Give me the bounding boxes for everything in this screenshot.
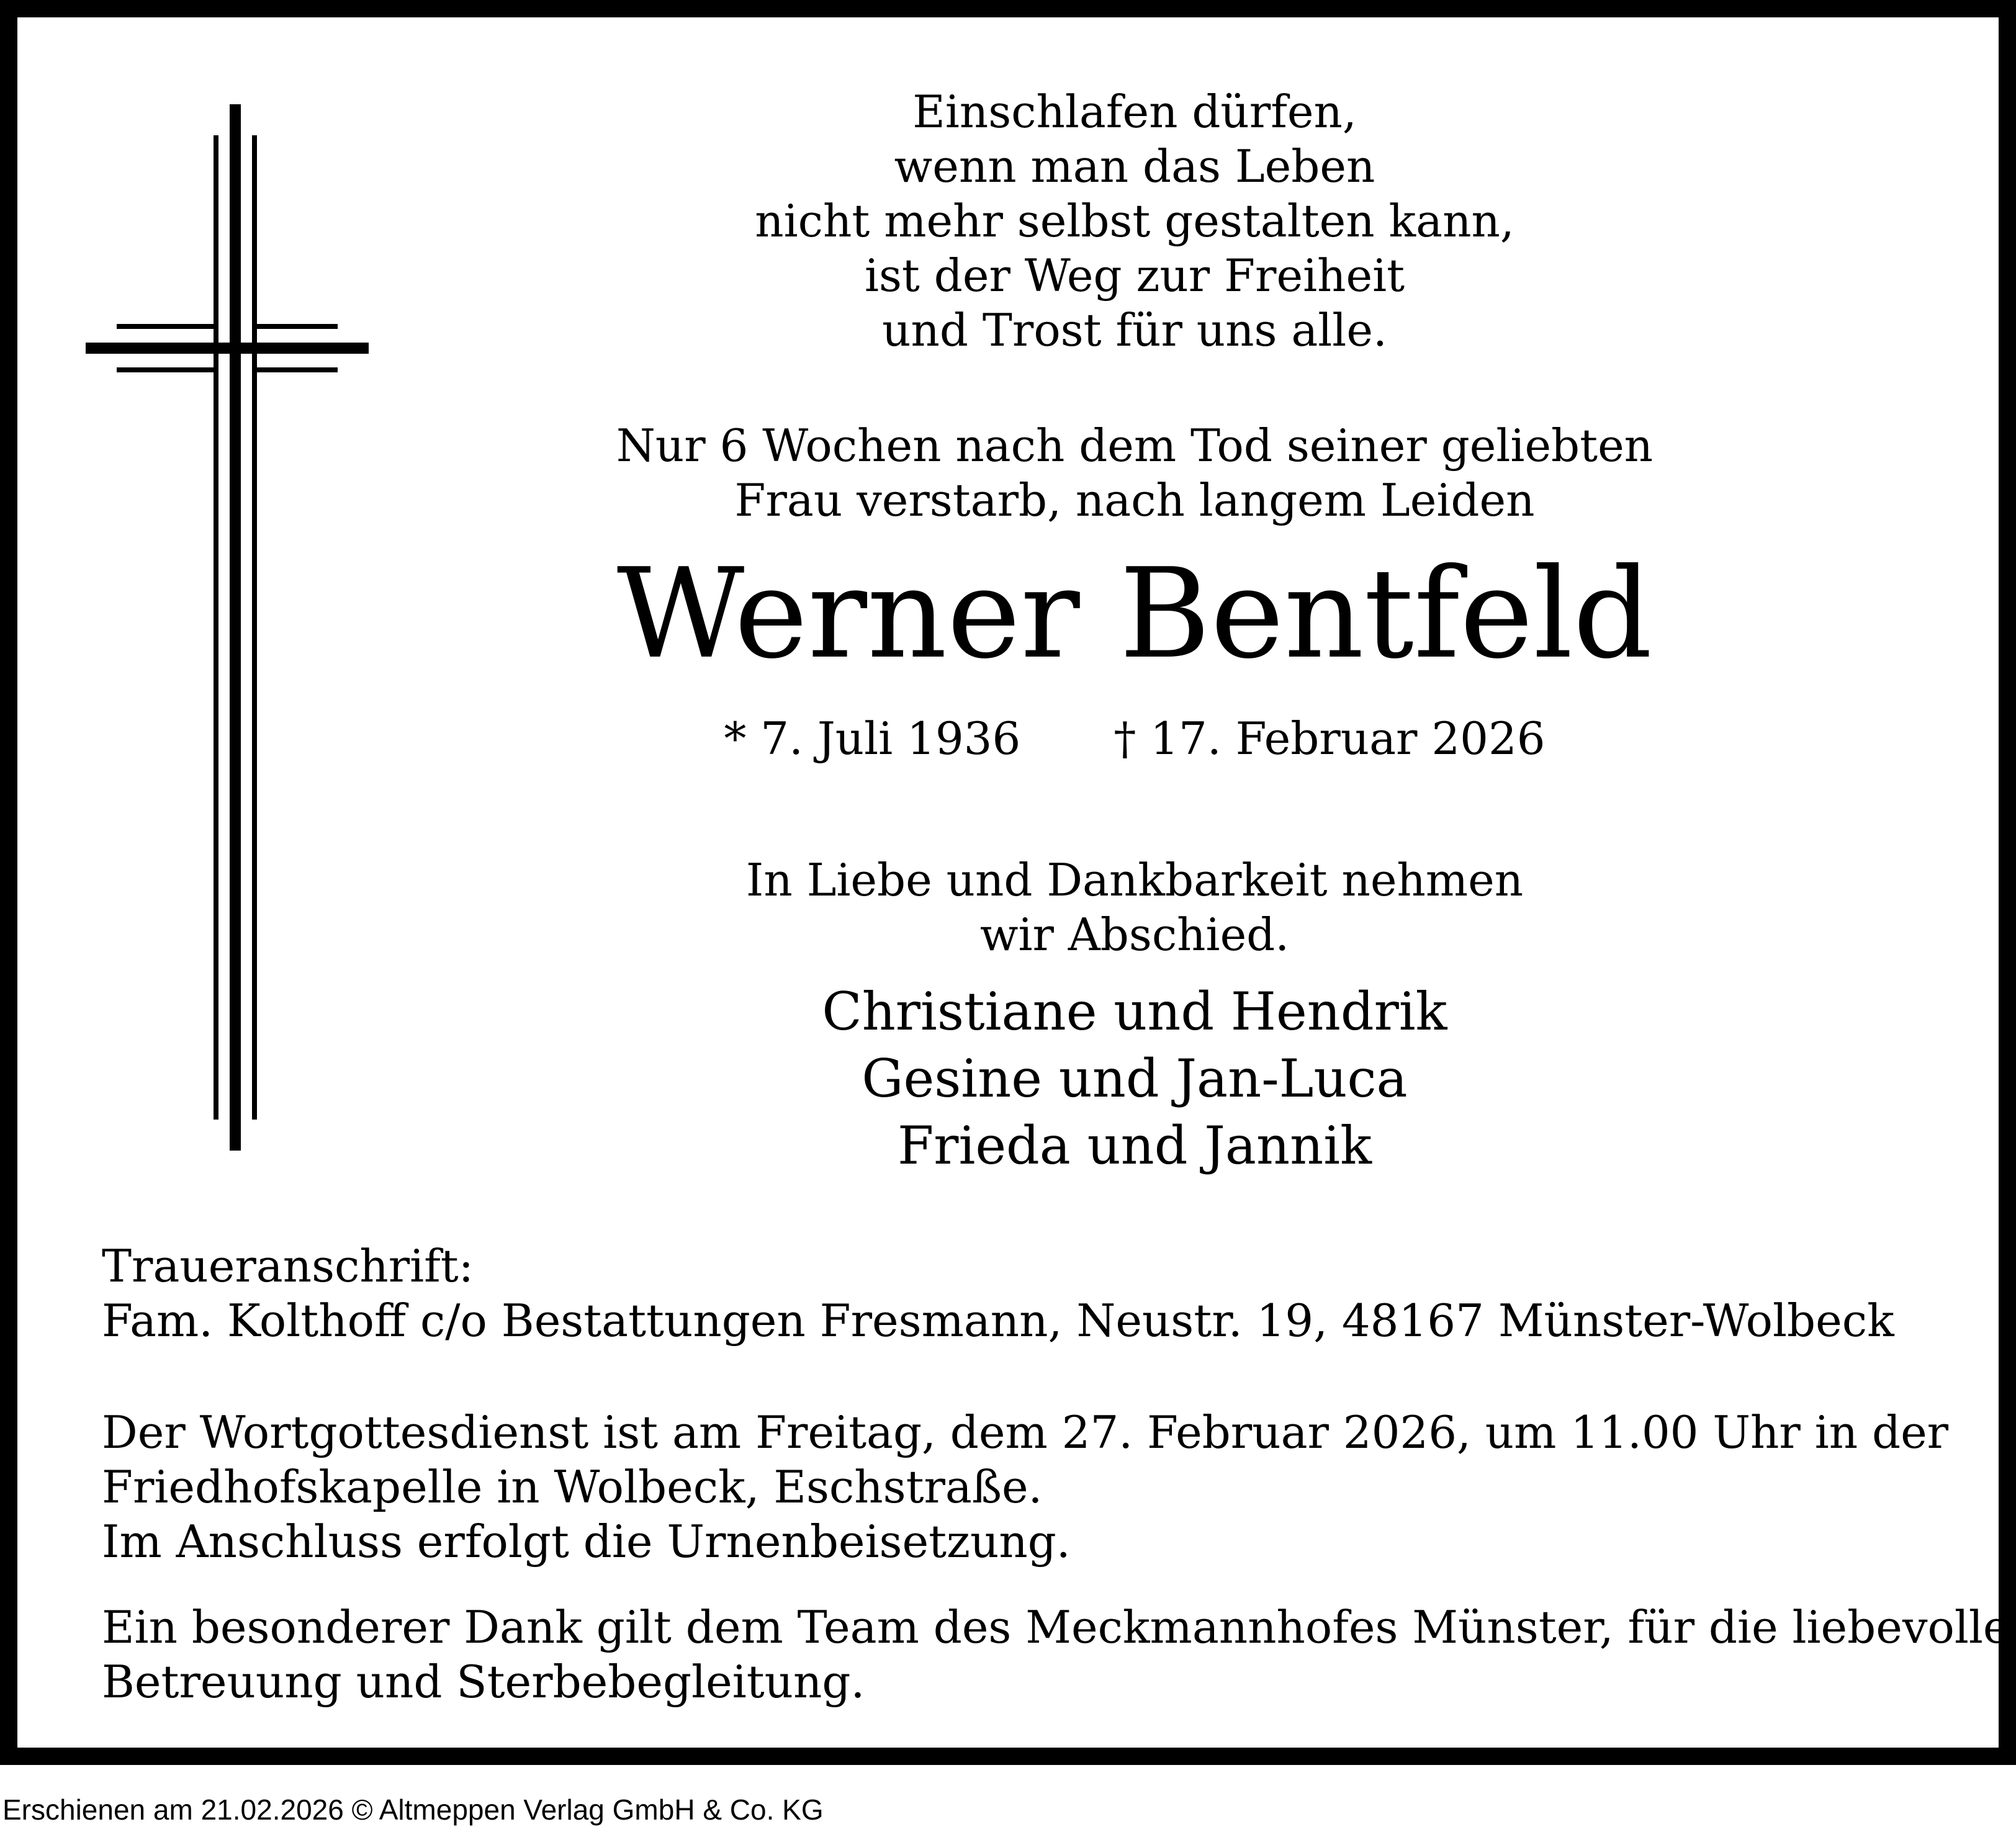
farewell-text [514, 853, 1755, 962]
mourners-list [514, 978, 1755, 1179]
service-info [102, 1405, 1964, 1569]
verse-line: ist der Weg zur Freiheit [864, 249, 1405, 302]
intro-line: Nur 6 Wochen nach dem Tod seiner geliebten [616, 420, 1654, 472]
mourning-address [102, 1239, 1964, 1348]
verse-line: und Trost für uns alle. [882, 304, 1387, 356]
cross-icon [17, 17, 390, 1197]
address-line: Fam. Kolthoff c/o Bestattungen Fresmann, Neustr. 19, 48167 Münster-Wolbeck [102, 1295, 1894, 1347]
thanks-line: Betreuung und Sterbebegleitung. [102, 1656, 865, 1708]
thanks-line: Ein besonderer Dank gilt dem Team des Meckmannhofes Münster, für die liebevolle [102, 1601, 2010, 1653]
service-line: Im Anschluss erfolgt die Urnenbeisetzung. [102, 1515, 1071, 1568]
verse [576, 84, 1693, 357]
birth-date: * 7. Juli 1936 [724, 712, 1021, 765]
verse-line: wenn man das Leben [894, 140, 1375, 192]
intro-line: Frau verstarb, nach langem Leiden [734, 474, 1535, 526]
verse-line: nicht mehr selbst gestalten kann, [755, 195, 1514, 247]
service-line: Der Wortgottesdienst ist am Freitag, dem 27. Februar 2026, um 11.00 Uhr in der [102, 1406, 1949, 1458]
life-dates [514, 709, 1755, 768]
mourner-entry: Gesine und Jan-Luca [862, 1048, 1408, 1109]
farewell-line: In Liebe und Dankbarkeit nehmen [745, 854, 1524, 906]
deceased-name: Werner Bentfeld [616, 542, 1653, 686]
publication-footer: Erschienen am 21.02.2026 © Altmeppen Verlag GmbH & Co. KG [2, 1794, 824, 1826]
farewell-line: wir Abschied. [979, 909, 1290, 961]
service-line: Friedhofskapelle in Wolbeck, Eschstraße. [102, 1461, 1043, 1513]
mourner-entry: Christiane und Hendrik [822, 981, 1447, 1042]
intro-text [514, 418, 1755, 528]
verse-line: Einschlafen dürfen, [912, 86, 1357, 138]
mourner-entry: Frieda und Jannik [898, 1115, 1372, 1176]
death-date: † 17. Februar 2026 [1114, 712, 1546, 765]
address-label: Traueranschrift: [102, 1240, 474, 1292]
thanks-text [102, 1600, 2010, 1709]
